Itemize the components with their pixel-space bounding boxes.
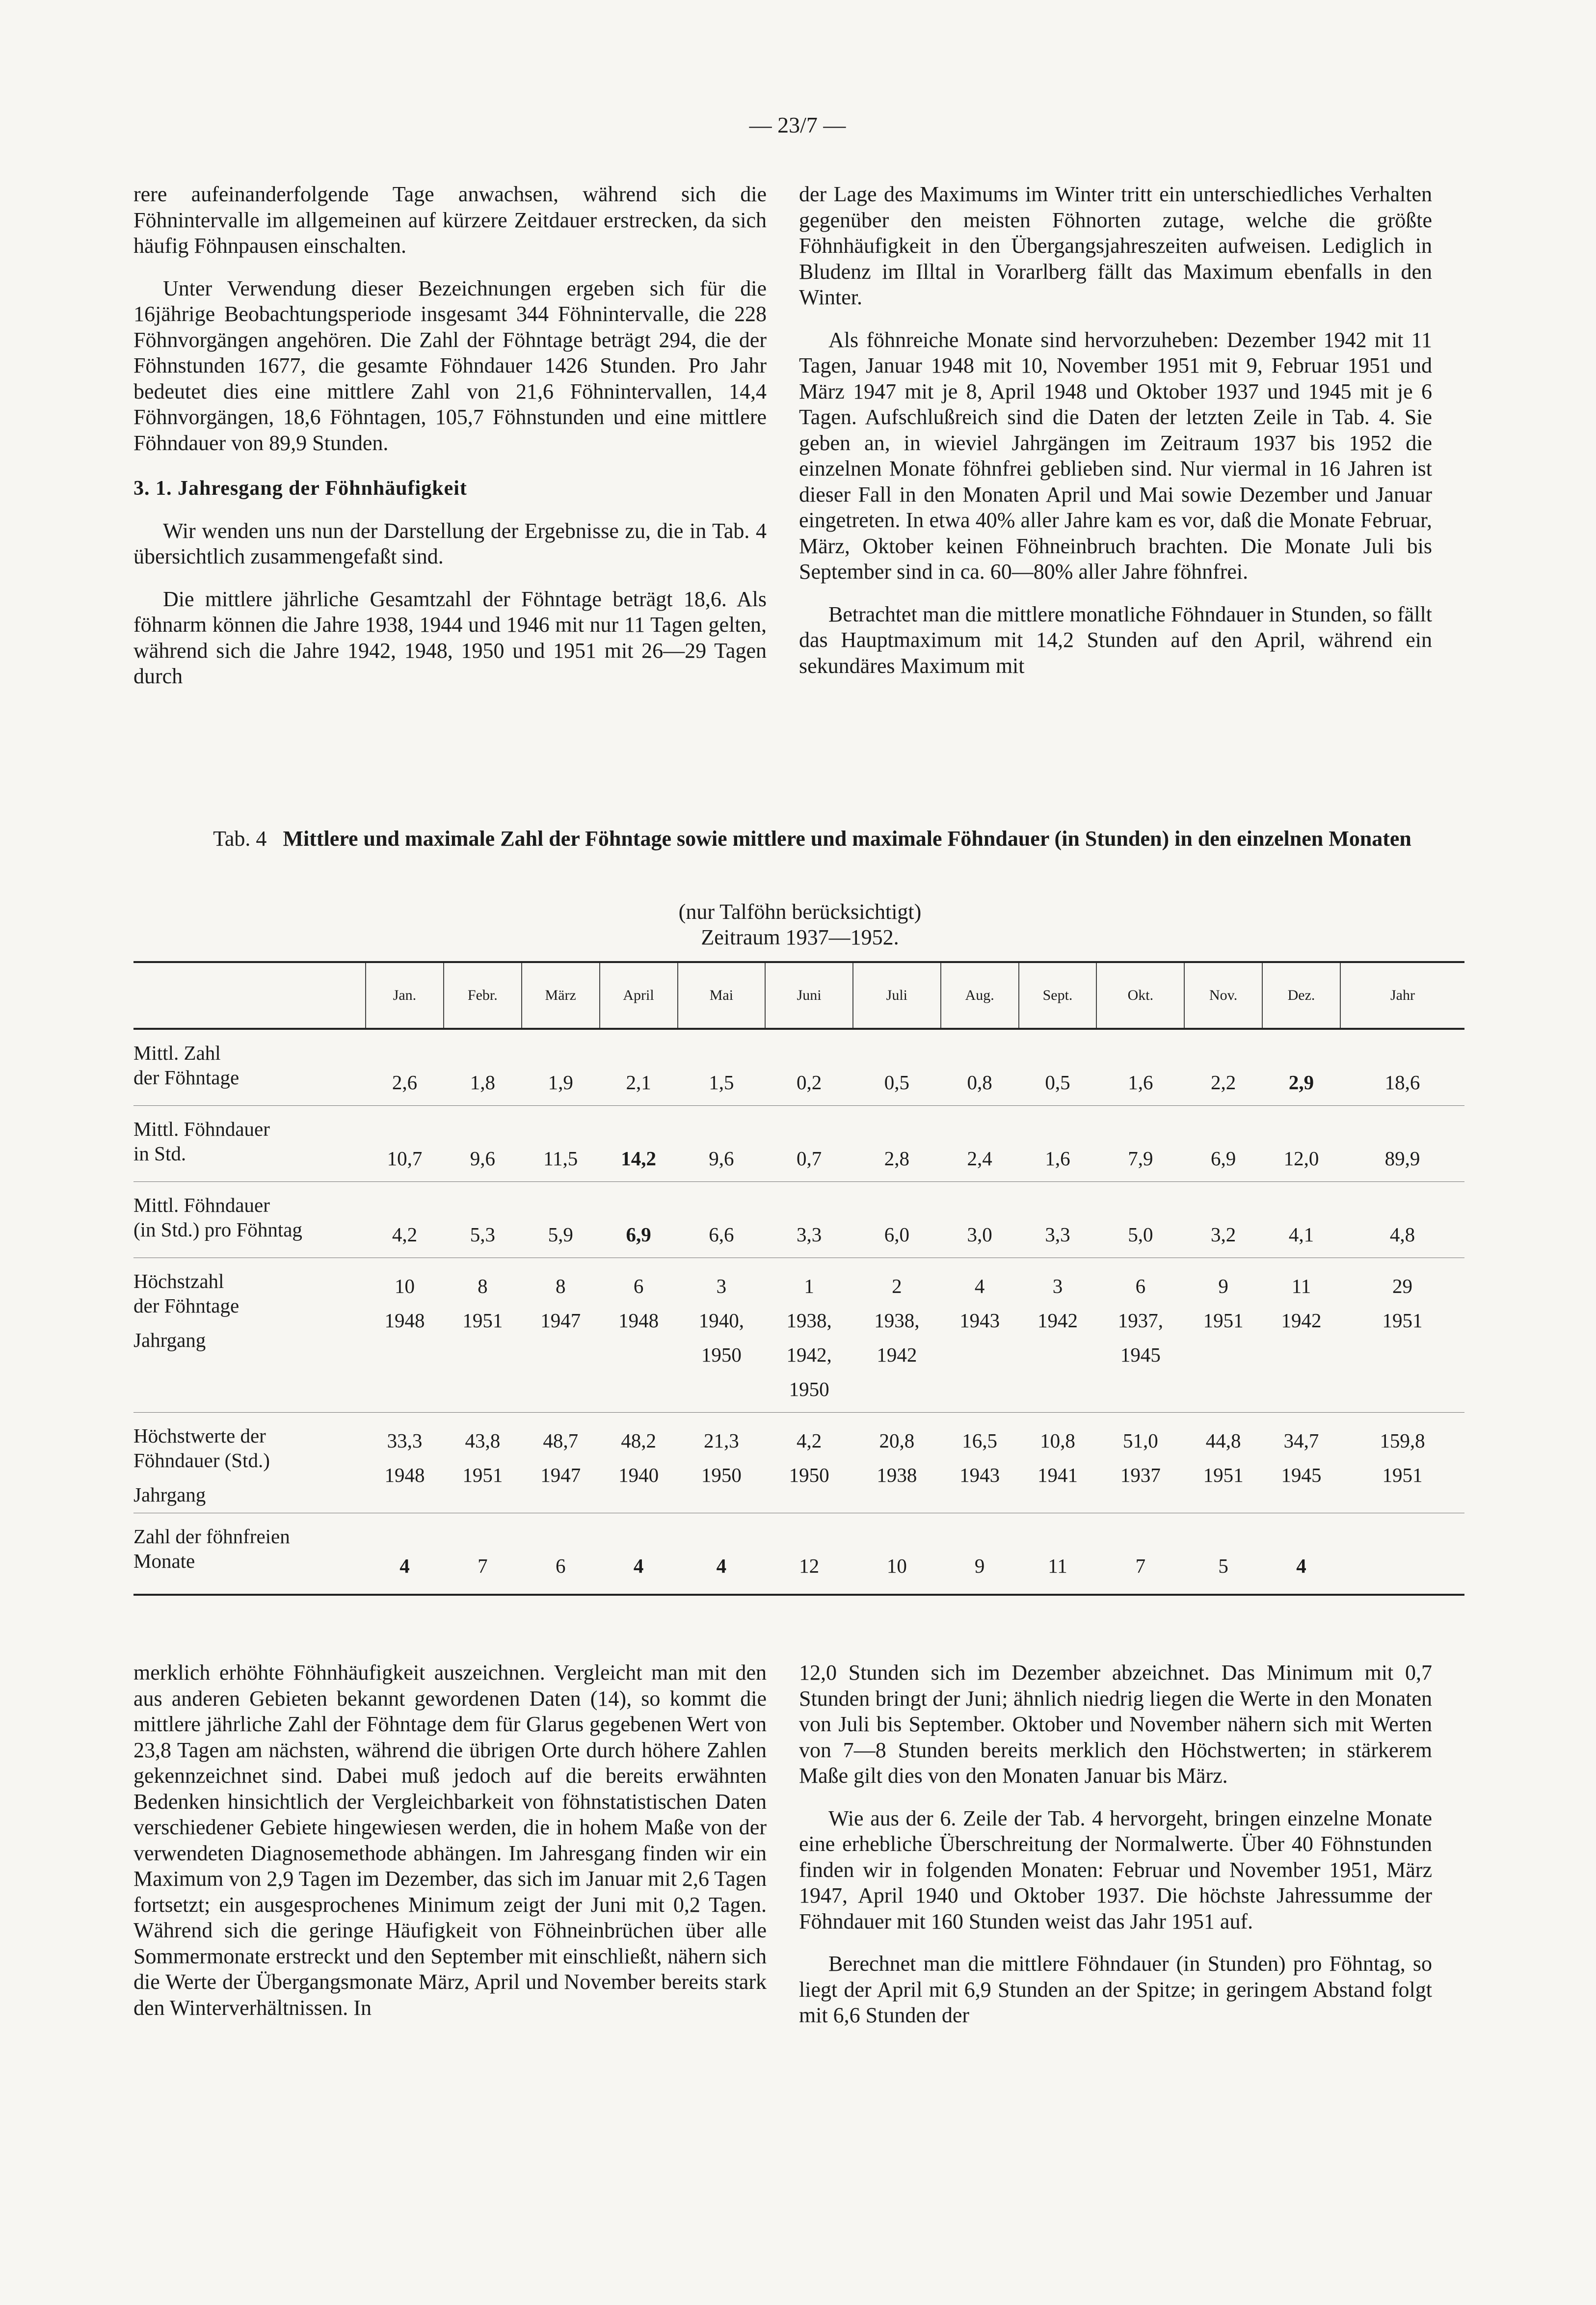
table-cell	[1019, 1029, 1097, 1106]
cell-value: 7,9	[1128, 1147, 1153, 1170]
cell-value: 2,1	[626, 1071, 651, 1094]
table-row	[133, 1413, 1464, 1513]
section-heading: 3. 1. Jahresgang der Föhnhäufigkeit	[133, 477, 467, 500]
table-cell	[522, 1513, 600, 1595]
table-cell	[366, 1413, 444, 1513]
table-cell	[600, 1029, 678, 1106]
table-cell	[366, 1513, 444, 1595]
table-cell	[444, 1106, 522, 1182]
table-cell	[765, 1106, 853, 1182]
cell-year: 1951	[1203, 1309, 1244, 1332]
table-cell	[678, 1513, 766, 1595]
cell-year: 1951	[1382, 1309, 1423, 1332]
cell-value: 5,0	[1128, 1223, 1153, 1246]
paragraph: der Lage des Maximums im Winter tritt ein unterschiedliches Verhalten gegenüber den meisten Föhnorten zutage, welche die größte Föhnhäufigkeit in den Übergangsjahreszeiten aufweisen. Lediglich in Bludenz im Illtal in Vorarlberg fällt das Maximum ebenfalls in den Winter.	[799, 182, 1432, 309]
cell-value: 20,8	[879, 1429, 915, 1452]
table-cell	[941, 1182, 1019, 1258]
cell-value: 0,2	[796, 1071, 822, 1094]
table-cell	[1262, 1513, 1340, 1595]
table-cell	[1184, 1413, 1262, 1513]
cell-year: 1942	[1037, 1309, 1078, 1332]
table-cell	[444, 1182, 522, 1258]
cell-value: 4,1	[1288, 1223, 1314, 1246]
table-cell	[1019, 1106, 1097, 1182]
table-cell	[765, 1029, 853, 1106]
cell-value: 0,5	[884, 1071, 909, 1094]
row-label	[133, 1413, 366, 1513]
row-label	[133, 1258, 366, 1413]
table-cell	[1262, 1106, 1340, 1182]
cell-year: 1940	[618, 1464, 659, 1486]
cell-year: 1948	[618, 1309, 659, 1332]
cell-year: 1948	[384, 1464, 425, 1486]
cell-value: 2,8	[884, 1147, 909, 1170]
cell-year: 1942	[1281, 1309, 1322, 1332]
table-cell	[366, 1106, 444, 1182]
cell-year: 1951	[1382, 1464, 1423, 1486]
column-top-left	[133, 182, 767, 706]
table-cell	[765, 1513, 853, 1595]
paragraph: Betrachtet man die mittlere monatliche Föhndauer in Stunden, so fällt das Hauptmaximum mit 14,2 Stunden auf den April, während ein sekundäres Maximum mit	[799, 602, 1432, 678]
paragraph: Die mittlere jährliche Gesamtzahl der Föhntage beträgt 18,6. Als föhnarm können die Jahre 1938, 1944 und 1946 mit nur 11 Tagen gelten, während sich die Jahre 1942, 1948, 1950 und 1951 mit 26—29 Tagen durch	[133, 587, 767, 688]
header-cell: Aug.	[941, 962, 1019, 1029]
cell-value: 16,5	[962, 1429, 998, 1452]
cell-value: 44,8	[1205, 1429, 1241, 1452]
table-cell	[941, 1413, 1019, 1513]
table-cell	[853, 1513, 941, 1595]
cell-value: 3,0	[967, 1223, 992, 1246]
cell-year: 1938	[877, 1464, 917, 1486]
cell-value: 51,0	[1122, 1429, 1158, 1452]
table-cell	[1262, 1029, 1340, 1106]
row-label	[133, 1106, 366, 1182]
cell-value: 89,9	[1384, 1147, 1420, 1170]
table-cell	[1262, 1182, 1340, 1258]
table-cell	[522, 1413, 600, 1513]
header-cell: Juli	[853, 962, 941, 1029]
table-caption	[179, 826, 1445, 852]
table-cell	[366, 1029, 444, 1106]
table-cell	[444, 1513, 522, 1595]
cell-value: 5	[1218, 1555, 1228, 1577]
cell-year: 1950	[789, 1378, 829, 1400]
table-row	[133, 1029, 1464, 1106]
table-cell	[444, 1258, 522, 1413]
table-header-row	[133, 962, 1464, 1029]
paragraph: rere aufeinanderfolgende Tage anwachsen, während sich die Föhnintervalle im allgemeinen auf kürzere Zeitdauer erstrecken, da sich häufig Föhnpausen einschalten.	[133, 182, 767, 258]
table-label: Tab. 4	[213, 827, 267, 851]
cell-value: 4	[399, 1555, 410, 1577]
row-label	[133, 1182, 366, 1258]
cell-year: 1937,	[1117, 1309, 1163, 1332]
cell-year: 1947	[540, 1309, 581, 1332]
row-label	[133, 1513, 366, 1595]
data-table	[133, 961, 1464, 1596]
table-cell	[678, 1029, 766, 1106]
row-label-line: Mittl. Föhndauer	[133, 1118, 270, 1140]
paragraph: Unter Verwendung dieser Bezeichnungen ergeben sich für die 16jährige Beobachtungsperiode insgesamt 344 Föhnintervalle, die 228 Föhnvorgängen angehören. Die Zahl der Föhntage beträgt 294, die der Föhnstunden 1677, die gesamte Föhndauer 1426 Stunden. Pro Jahr bedeutet dies eine mittlere Zahl von 21,6 Föhnintervallen, 14,4 Föhnvorgängen, 18,6 Föhntagen, 105,7 Föhnstunden und eine mittlere Föhndauer von 89,9 Stunden.	[133, 276, 767, 455]
header-cell: Okt.	[1096, 962, 1184, 1029]
cell-value: 0,8	[967, 1071, 992, 1094]
row-label-line: Föhndauer (Std.)	[133, 1449, 270, 1472]
table-cell	[1096, 1258, 1184, 1413]
cell-value: 1,6	[1045, 1147, 1070, 1170]
table-cell	[1340, 1258, 1464, 1413]
cell-year: 1940,	[698, 1309, 744, 1332]
cell-value: 6	[633, 1275, 644, 1297]
table-cell	[522, 1029, 600, 1106]
table-cell	[941, 1258, 1019, 1413]
row-label-line: Mittl. Föhndauer	[133, 1194, 270, 1216]
header-cell: Febr.	[444, 962, 522, 1029]
cell-value: 18,6	[1384, 1071, 1420, 1094]
column-bottom-left	[133, 1660, 767, 2037]
table-cell	[444, 1413, 522, 1513]
table-cell	[941, 1029, 1019, 1106]
table-cell	[1184, 1258, 1262, 1413]
cell-value: 2	[892, 1275, 902, 1297]
cell-value: 0,7	[796, 1147, 822, 1170]
row-label	[133, 1029, 366, 1106]
row-label-line: Jahrgang	[133, 1483, 206, 1506]
cell-value: 1,8	[470, 1071, 495, 1094]
row-label-line: der Föhntage	[133, 1066, 239, 1089]
cell-year: 1941	[1037, 1464, 1078, 1486]
header-cell: März	[522, 962, 600, 1029]
table-cell	[765, 1182, 853, 1258]
row-label-line: (in Std.) pro Föhntag	[133, 1218, 302, 1241]
cell-value: 9	[1218, 1275, 1228, 1297]
table-subtitle-line: (nur Talföhn berücksichtigt)	[678, 900, 922, 924]
cell-value: 1,9	[548, 1071, 573, 1094]
table-cell	[1019, 1413, 1097, 1513]
cell-value: 10	[886, 1555, 907, 1577]
header-cell: Juni	[765, 962, 853, 1029]
table-row	[133, 1106, 1464, 1182]
cell-value: 11	[1291, 1275, 1311, 1297]
table-cell	[600, 1413, 678, 1513]
page-number: — 23/7 —	[749, 112, 846, 137]
paragraph: Als föhnreiche Monate sind hervorzuheben: Dezember 1942 mit 11 Tagen, Januar 1948 mit 10, November 1951 mit 9, Februar 1951 und März 1947 mit je 8, April 1948 und Oktober 1937 und 1945 mit je 6 Tagen. Aufschlußreich sind die Daten der letzten Zeile in Tab. 4. Sie geben an, in wieviel Jahrgängen im Zeitraum 1937 bis 1952 die einzelnen Monate föhnfrei geblieben sind. Nur viermal in 16 Jahren ist dieser Fall in den Monaten April und Mai sowie Dezember und Januar eingetreten. In etwa 40% aller Jahre kam es vor, daß die Monate Februar, März, Oktober keinen Föhneinbruch brachten. Die Monate Juli bis September sind in ca. 60—80% aller Jahre föhnfrei.	[799, 327, 1432, 584]
cell-value: 12	[799, 1555, 820, 1577]
row-label-line: der Föhntage	[133, 1294, 239, 1317]
row-label-line: in Std.	[133, 1142, 186, 1165]
cell-value: 21,3	[703, 1429, 739, 1452]
table-cell	[1019, 1513, 1097, 1595]
header-cell: Jahr	[1340, 962, 1464, 1029]
paragraph: merklich erhöhte Föhnhäufigkeit auszeichnen. Vergleicht man mit den aus anderen Gebieten bekannt gewordenen Daten (14), so kommt die mittlere jährliche Zahl der Föhntage dem für Glarus gegebenen Wert von 23,8 Tagen am nächsten, während die übrigen Orte durch höhere Zahlen gekennzeichnet sind. Dabei muß jedoch auf die bereits erwähnten Bedenken hinsichtlich der Vergleichbarkeit von föhnstatistischen Daten verschiedener Gebiete hingewiesen werden, die in hohem Maße von der verwendeten Diagnosemethode abhängen. Im Jahresgang finden wir ein Maximum von 2,9 Tagen im Dezember, das sich im Januar mit 2,6 Tagen fortsetzt; ein ausgesprochenes Minimum zeigt der Juni mit 0,2 Tagen. Während sich die geringe Häufigkeit von Föhneinbrüchen über alle Sommermonate erstreckt und den September mit einschließt, nähern sich die Werte der Übergangsmonate März, April und November bereits stark den Winterverhältnissen. In	[133, 1661, 767, 2020]
cell-year: 1950	[789, 1464, 829, 1486]
table-cell	[1096, 1029, 1184, 1106]
table-subtitle	[530, 899, 1070, 950]
cell-value: 48,7	[543, 1429, 579, 1452]
cell-year: 1945	[1281, 1464, 1322, 1486]
table-title: Mittlere und maximale Zahl der Föhntage sowie mittlere und maximale Föhndauer (in Stunden) in den einzelnen Monaten	[283, 827, 1411, 851]
cell-year: 1943	[959, 1309, 1000, 1332]
table-cell	[1096, 1513, 1184, 1595]
table-cell	[678, 1258, 766, 1413]
table-cell	[941, 1513, 1019, 1595]
cell-value: 34,7	[1283, 1429, 1319, 1452]
cell-value: 11	[1048, 1555, 1067, 1577]
table-cell	[1019, 1182, 1097, 1258]
table-row	[133, 1258, 1464, 1413]
cell-value: 4	[1296, 1555, 1306, 1577]
table-cell	[600, 1258, 678, 1413]
cell-value: 9,6	[470, 1147, 495, 1170]
table-cell	[853, 1182, 941, 1258]
cell-value: 3,3	[796, 1223, 822, 1246]
cell-value: 33,3	[387, 1429, 423, 1452]
cell-year: 1942	[877, 1343, 917, 1366]
cell-value: 2,2	[1211, 1071, 1236, 1094]
table-cell	[1184, 1182, 1262, 1258]
paragraph: Berechnet man die mittlere Föhndauer (in Stunden) pro Föhntag, so liegt der April mit 6,9 Stunden an der Spitze; in geringem Abstand folgt mit 6,6 Stunden der	[799, 1952, 1432, 2027]
table-cell	[1184, 1106, 1262, 1182]
cell-value: 10,7	[387, 1147, 423, 1170]
cell-value: 0,5	[1045, 1071, 1070, 1094]
cell-value: 2,4	[967, 1147, 992, 1170]
paragraph: Wir wenden uns nun der Darstellung der Ergebnisse zu, die in Tab. 4 übersichtlich zusammengefaßt sind.	[133, 518, 767, 568]
cell-value: 6,0	[884, 1223, 909, 1246]
table-cell	[1262, 1413, 1340, 1513]
table-cell	[853, 1029, 941, 1106]
cell-value: 10	[394, 1275, 415, 1297]
paragraph: Wie aus der 6. Zeile der Tab. 4 hervorgeht, bringen einzelne Monate eine erhebliche Überschreitung der Normalwerte. Über 40 Föhnstunden finden wir in folgenden Monaten: Februar und November 1951, März 1947, April 1940 und Oktober 1937. Die höchste Jahressumme der Föhndauer mit 160 Stunden weist das Jahr 1951 auf.	[799, 1806, 1432, 1933]
cell-value: 9,6	[709, 1147, 734, 1170]
table-row	[133, 1182, 1464, 1258]
row-label-line: Jahrgang	[133, 1329, 206, 1351]
table-row	[133, 1513, 1464, 1595]
cell-value: 12,0	[1283, 1147, 1319, 1170]
cell-value: 4	[974, 1275, 985, 1297]
cell-value: 6	[1135, 1275, 1146, 1297]
header-cell-empty	[133, 962, 366, 1029]
cell-value: 2,9	[1288, 1071, 1314, 1094]
table-cell	[522, 1106, 600, 1182]
cell-year: 1947	[540, 1464, 581, 1486]
table-cell	[1096, 1413, 1184, 1513]
table-cell	[1340, 1106, 1464, 1182]
cell-value: 11,5	[543, 1147, 578, 1170]
cell-value: 1,6	[1128, 1071, 1153, 1094]
table-cell	[1184, 1029, 1262, 1106]
table-cell	[366, 1182, 444, 1258]
table-cell	[853, 1258, 941, 1413]
table-cell	[522, 1258, 600, 1413]
header-cell: Nov.	[1184, 962, 1262, 1029]
table-cell	[1340, 1513, 1464, 1595]
cell-year: 1943	[959, 1464, 1000, 1486]
cell-value: 3	[716, 1275, 727, 1297]
table-cell	[853, 1106, 941, 1182]
cell-year: 1942,	[786, 1343, 832, 1366]
table-cell	[678, 1106, 766, 1182]
table-cell	[1340, 1182, 1464, 1258]
cell-value: 159,8	[1380, 1429, 1425, 1452]
table-cell	[444, 1029, 522, 1106]
table-cell	[1019, 1258, 1097, 1413]
cell-value: 3,3	[1045, 1223, 1070, 1246]
cell-value: 4	[633, 1555, 644, 1577]
cell-value: 6	[555, 1555, 566, 1577]
cell-year: 1951	[462, 1464, 503, 1486]
table-cell	[366, 1258, 444, 1413]
cell-value: 48,2	[621, 1429, 656, 1452]
cell-value: 7	[478, 1555, 488, 1577]
header-cell: Mai	[678, 962, 766, 1029]
column-bottom-right	[799, 1660, 1432, 2045]
row-label-line: Monate	[133, 1550, 195, 1572]
cell-value: 8	[555, 1275, 566, 1297]
table-cell	[853, 1413, 941, 1513]
cell-year: 1945	[1120, 1343, 1161, 1366]
cell-value: 43,8	[465, 1429, 501, 1452]
row-label-line: Höchstwerte der	[133, 1424, 266, 1447]
header-cell: April	[600, 962, 678, 1029]
cell-year: 1948	[384, 1309, 425, 1332]
cell-value: 14,2	[621, 1147, 656, 1170]
cell-year: 1950	[701, 1464, 742, 1486]
table-cell	[1096, 1106, 1184, 1182]
cell-value: 4,2	[796, 1429, 822, 1452]
cell-value: 2,6	[392, 1071, 418, 1094]
table-cell	[600, 1513, 678, 1595]
cell-value: 7	[1135, 1555, 1146, 1577]
row-label-line: Höchstzahl	[133, 1270, 224, 1292]
cell-year: 1950	[701, 1343, 742, 1366]
cell-value: 6,6	[709, 1223, 734, 1246]
cell-value: 10,8	[1040, 1429, 1075, 1452]
header-cell: Dez.	[1262, 962, 1340, 1029]
row-label-line: Zahl der föhnfreien	[133, 1525, 290, 1548]
cell-value: 9	[974, 1555, 985, 1577]
table-cell	[1184, 1513, 1262, 1595]
cell-value: 5,3	[470, 1223, 495, 1246]
header-cell: Sept.	[1019, 962, 1097, 1029]
cell-year: 1951	[462, 1309, 503, 1332]
column-top-right	[799, 182, 1432, 696]
cell-value: 3	[1052, 1275, 1063, 1297]
table-cell	[600, 1182, 678, 1258]
table-cell	[1340, 1029, 1464, 1106]
cell-year: 1938,	[874, 1309, 920, 1332]
cell-value: 4	[716, 1555, 727, 1577]
cell-year: 1937	[1120, 1464, 1161, 1486]
row-label-line: Mittl. Zahl	[133, 1042, 221, 1064]
table-subtitle-line: Zeitraum 1937—1952.	[701, 925, 899, 949]
table-cell	[1262, 1258, 1340, 1413]
cell-value: 5,9	[548, 1223, 573, 1246]
table-cell	[678, 1413, 766, 1513]
cell-value: 3,2	[1211, 1223, 1236, 1246]
cell-value: 1	[804, 1275, 814, 1297]
cell-year: 1938,	[786, 1309, 832, 1332]
cell-value: 4,8	[1389, 1223, 1415, 1246]
cell-value: 8	[478, 1275, 488, 1297]
table-cell	[765, 1258, 853, 1413]
table-cell	[522, 1182, 600, 1258]
paragraph: 12,0 Stunden sich im Dezember abzeichnet. Das Minimum mit 0,7 Stunden bringt der Juni; ähnlich niedrig liegen die Werte in den Monaten von Juli bis September. Oktober und November nähern sich mit Werten von 7—8 Stunden bereits merklich den Höchstwerten; in stärkerem Maße gilt dies von den Monaten Januar bis März.	[799, 1661, 1432, 1788]
table-cell	[941, 1106, 1019, 1182]
table-cell	[1340, 1413, 1464, 1513]
table-cell	[765, 1413, 853, 1513]
table-cell	[678, 1182, 766, 1258]
table-cell	[600, 1106, 678, 1182]
table-cell	[1096, 1182, 1184, 1258]
cell-value: 29	[1392, 1275, 1412, 1297]
cell-value: 4,2	[392, 1223, 418, 1246]
cell-value: 6,9	[626, 1223, 651, 1246]
cell-value: 6,9	[1211, 1147, 1236, 1170]
cell-year: 1951	[1203, 1464, 1244, 1486]
header-cell: Jan.	[366, 962, 444, 1029]
cell-value: 1,5	[709, 1071, 734, 1094]
